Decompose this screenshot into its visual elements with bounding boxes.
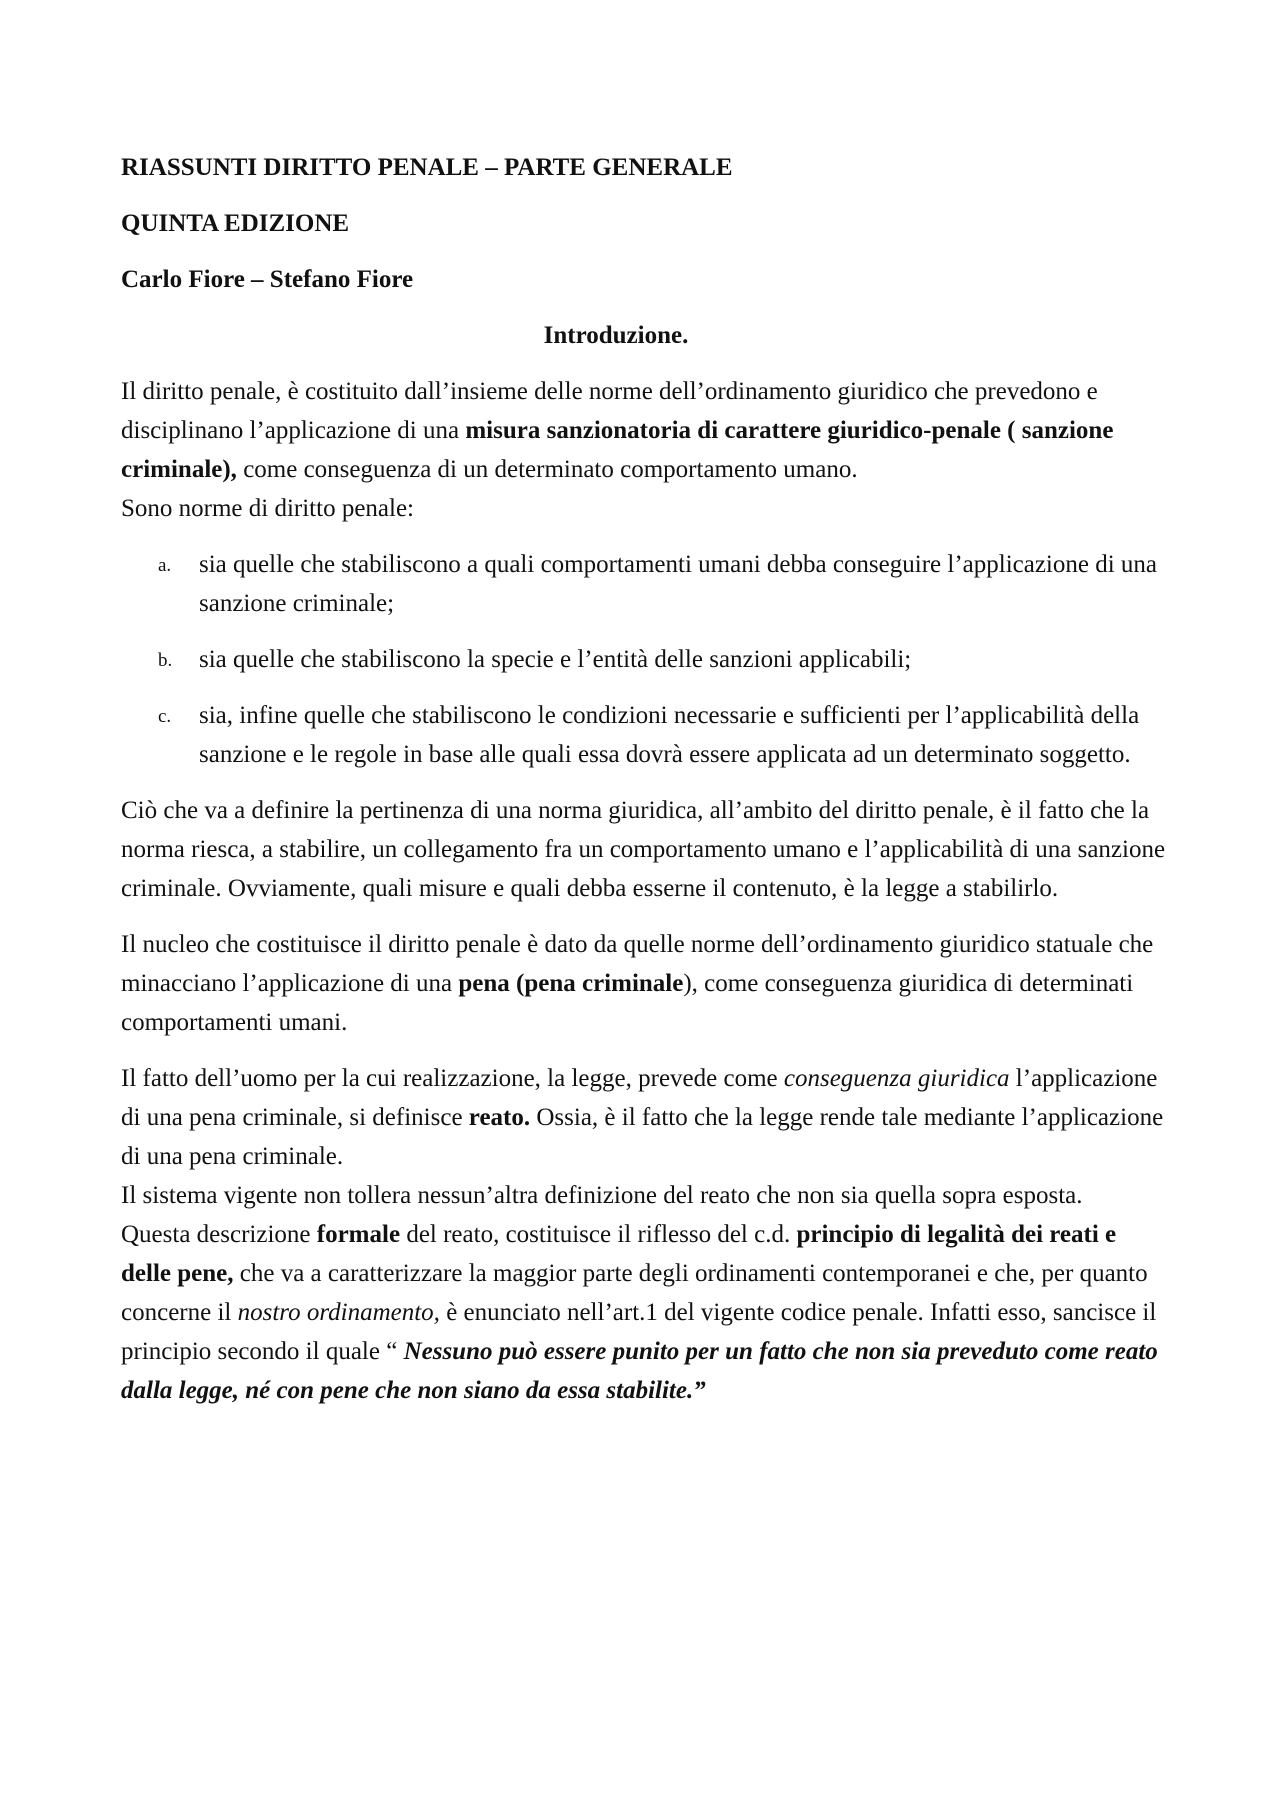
text-run: l’applicazione di una pena criminale, si definisce [121,1065,1158,1131]
italic-run: nostro ordinamento, [237,1299,440,1326]
text-run: ), come conseguenza giuridica di determinati comportamenti umani. [121,970,1134,1036]
edition-label: QUINTA EDIZIONE [121,210,350,237]
text-run: è enunciato nell’art.1 del vigente codice penale. Infatti esso, sancisce il principio secondo il quale “ [121,1299,1157,1365]
list-item [121,640,1171,679]
list-item [121,696,1171,774]
text-run: Il nucleo che costituisce il diritto penale è dato da quelle norme dell’ordinamento giuridico statuale che minacciano l’applicazione di una [121,931,1154,997]
bold-run: misura sanzionatoria di carattere giuridico-penale ( sanzione criminale), [121,417,1114,483]
paragraph-list-intro: Sono norme di diritto penale: [121,495,415,522]
section-heading: Introduzione. [543,322,689,349]
italic-run: conseguenza giuridica [783,1065,1010,1092]
paragraph-reato [121,1059,1171,1176]
bold-run: formale [316,1221,401,1248]
bold-run: principio di legalità dei reati e delle pene, [121,1221,1117,1287]
text-run: come conseguenza di un determinato comportamento umano. [236,456,858,483]
paragraph-sistema: Il sistema vigente non tollera nessun’altra definizione del reato che non sia quella sopra esposta. [121,1182,1083,1209]
text-run: del reato, costituisce il riflesso del c.d. [400,1221,797,1248]
text-run: Il fatto dell’uomo per la cui realizzazione, la legge, prevede come [121,1065,784,1092]
document-title: RIASSUNTI DIRITTO PENALE – PARTE GENERALE [121,154,733,181]
list-marker: b. [158,650,173,671]
paragraph-definition [121,372,1171,489]
bold-italic-quote: Nessuno può essere punito per un fatto che non sia preveduto come reato dalla legge, né con pene che non siano da essa stabilite.” [121,1338,1158,1404]
bold-run: pena (pena criminale [458,970,684,997]
text-run: che va a caratterizzare la maggior parte degli ordinamenti contemporanei e che, per quanto concerne il [121,1260,1148,1326]
list-marker: a. [158,555,172,576]
text-run: Il diritto penale, è costituito dall’insieme delle norme dell’ordinamento giuridico che prevedono e disciplinano l’applicazione di una [121,378,1098,444]
list-marker: c. [158,706,172,727]
authors-line: Carlo Fiore – Stefano Fiore [121,266,414,293]
bold-run: reato. [468,1104,531,1131]
paragraph-core [121,925,1171,1042]
list-item-text: sia quelle che stabiliscono a quali comportamenti umani debba conseguire l’applicazione di una sanzione criminale; [199,551,1158,617]
list-item [121,545,1171,623]
paragraph-pertinence: Ciò che va a definire la pertinenza di una norma giuridica, all’ambito del diritto penale, è il fatto che la norma riesca, a stabilire, un collegamento fra un comportamento umano e l’applicabilità di una sanzione criminale. Ovviamente, quali misure e quali debba esserne il contenuto, è la legge a stabilirlo. [121,797,1166,902]
norms-list [121,545,1171,774]
list-item-text: sia, infine quelle che stabiliscono le condizioni necessarie e sufficienti per l’applicabilità della sanzione e le regole in base alle quali essa dovrà essere applicata ad un determinato soggetto. [199,702,1140,768]
text-run: Questa descrizione [121,1221,317,1248]
text-run: Ossia, è il fatto che la legge rende tale mediante l’applicazione di una pena criminale. [121,1104,1164,1170]
paragraph-legalita [121,1215,1171,1410]
document-content [121,148,1171,1410]
list-item-text: sia quelle che stabiliscono la specie e l’entità delle sanzioni applicabili; [199,646,912,673]
